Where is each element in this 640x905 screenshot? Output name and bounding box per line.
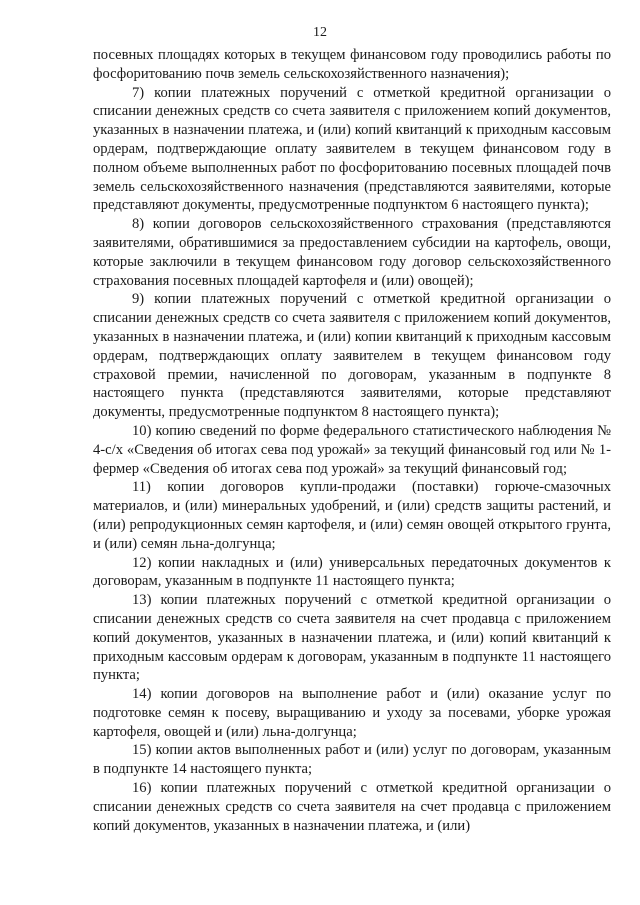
paragraph-continuation: посевных площадях которых в текущем финансовом году проводились работы по фосфоритованию почв земель сельскохозяйственного назначения);	[93, 47, 611, 82]
paragraph-item-8: 8) копии договоров сельскохозяйственного страхования (представляются заявителями, обратившимися за предоставлением субсидии на картофель, овощи, которые заключили в текущем финансовом году договор сельскохозяйственного страхования посевных площадей картофеля и (или) овощей);	[93, 216, 611, 289]
paragraph-item-13: 13) копии платежных поручений с отметкой кредитной организации о списании денежных средств со счета заявителя на счет продавца с приложением копий документов, указанных в назначении платежа, и (или) копий квитанций к приходным кассовым ордерам к договорам, указанным в подпункте 11 настоящего пункта;	[93, 592, 611, 684]
paragraph-item-15: 15) копии актов выполненных работ и (или) услуг по договорам, указанным в подпункте 14 настоящего пункта;	[93, 742, 611, 778]
paragraph-item-11: 11) копии договоров купли-продажи (поставки) горюче-смазочных материалов, и (или) минеральных удобрений, и (или) средств защиты растений, и (или) репродукционных семян картофеля, и (или) семян овощей открытого грунта, и (или) семян льна-долгунца;	[93, 479, 611, 552]
paragraph-item-16: 16) копии платежных поручений с отметкой кредитной организации о списании денежных средств со счета заявителя на счет продавца с приложением копий документов, указанных в назначении платежа, и (или)	[93, 780, 611, 834]
paragraph-item-12: 12) копии накладных и (или) универсальных передаточных документов к договорам, указанным в подпункте 11 настоящего пункта;	[93, 554, 611, 590]
page-number: 12	[313, 25, 327, 40]
paragraph-item-7: 7) копии платежных поручений с отметкой кредитной организации о списании денежных средств со счета заявителя с приложением копий документов, указанных в назначении платежа, и (или) копий квитанций к приходным кассовым ордерам, подтверждающие оплату заявителем в текущем финансовом году в полном объеме выполненных работ по фосфоритованию посевных площадей почв земель сельскохозяйственного назначения (представляются заявителями, которые представляют документы, предусмотренные подпунктом 6 настоящего пункта);	[93, 84, 611, 214]
document-body	[93, 46, 611, 835]
paragraph-item-14: 14) копии договоров на выполнение работ и (или) оказание услуг по подготовке семян к посеву, выращиванию и уходу за посевами, уборке урожая картофеля, овощей и (или) льна-долгунца;	[93, 686, 611, 740]
paragraph-item-10: 10) копию сведений по форме федерального статистического наблюдения № 4-с/х «Сведения об итогах сева под урожай» за текущий финансовый год или № 1-фермер «Сведения об итогах сева под урожай» за текущий финансовый год;	[93, 422, 611, 477]
paragraph-item-9: 9) копии платежных поручений с отметкой кредитной организации о списании денежных средств со счета заявителя с приложением копий документов, указанных в назначении платежа, и (или) копии квитанций к приходным кассовым ордерам, подтверждающих оплату заявителем в текущем финансовом году страховой премии, начисленной по договорам, указанным в подпункте 8 настоящего пункта (представляются заявителями, которые представляют документы, предусмотренные подпунктом 8 настоящего пункта);	[93, 291, 611, 421]
